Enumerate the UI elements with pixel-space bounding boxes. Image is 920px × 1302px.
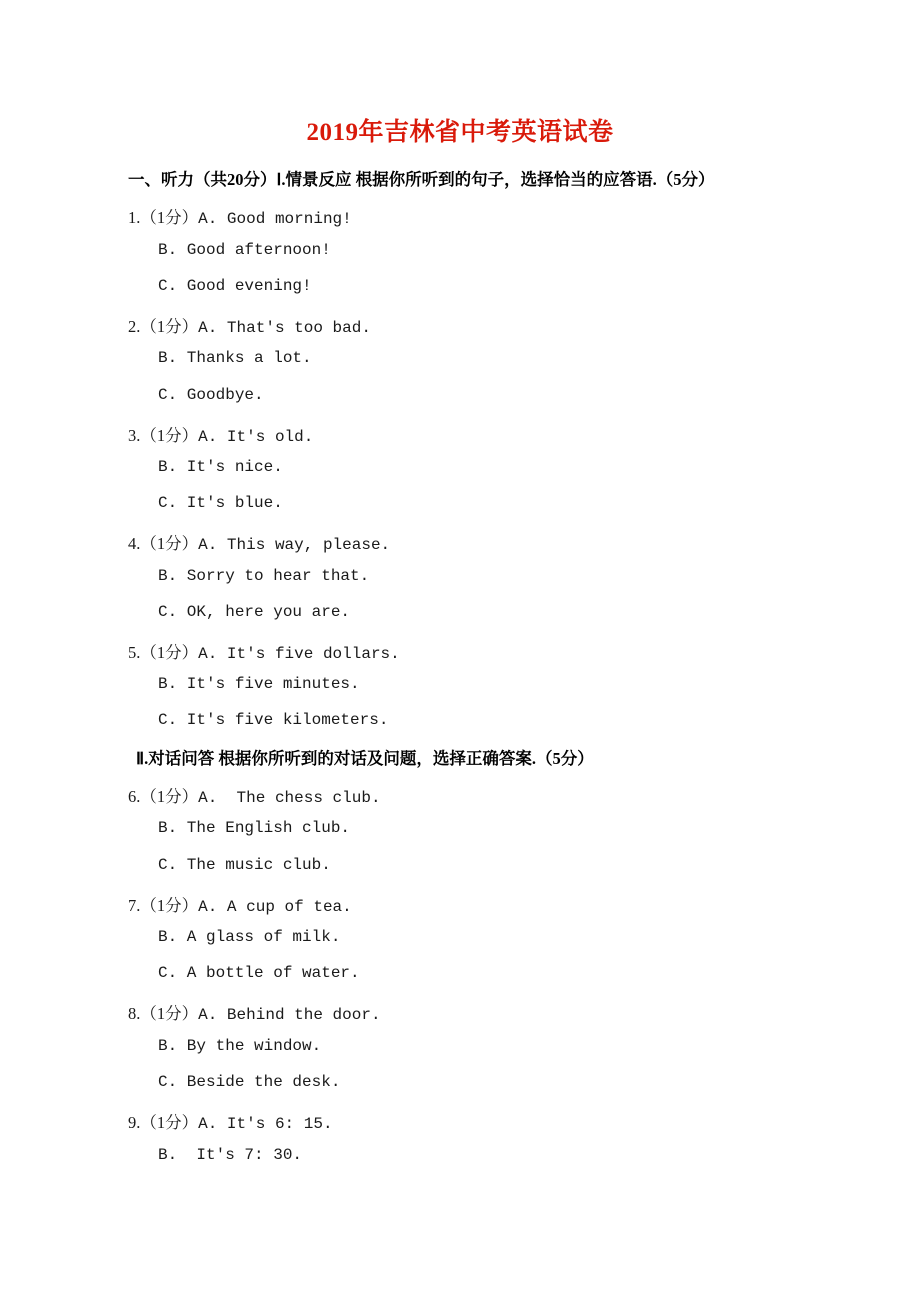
question-8-option-a: A. Behind the door. (198, 1006, 381, 1024)
question-7-option-b: B. A glass of milk. (158, 928, 341, 946)
question-1 (128, 204, 352, 228)
question-2-option-b: B. Thanks a lot. (158, 349, 312, 367)
question-5-option-c: C. It's five kilometers. (158, 711, 389, 729)
question-9-option-b: B. It's 7: 30. (158, 1146, 303, 1164)
question-1-option-b: B. Good afternoon! (158, 241, 331, 259)
question-1-number: 1.（1分） (128, 208, 199, 227)
question-8-option-b: B. By the window. (158, 1037, 322, 1055)
question-4-number: 4.（1分） (128, 534, 199, 553)
question-7 (128, 892, 352, 916)
question-6-option-c: C. The music club. (158, 856, 331, 874)
question-5 (128, 639, 400, 663)
question-4-option-c: C. OK, here you are. (158, 603, 351, 621)
question-7-number: 7.（1分） (128, 896, 199, 915)
question-9-number: 9.（1分） (128, 1113, 199, 1132)
question-5-number: 5.（1分） (128, 643, 199, 662)
question-9 (128, 1109, 333, 1133)
question-6-number: 6.（1分） (128, 787, 199, 806)
question-8 (128, 1000, 381, 1024)
question-1-option-a: A. Good morning! (198, 210, 352, 228)
page-title: 2019年吉林省中考英语试卷 (306, 119, 614, 146)
question-2 (128, 313, 371, 337)
question-6 (128, 783, 381, 807)
question-5-option-a: A. It's five dollars. (198, 645, 400, 663)
question-7-option-c: C. A bottle of water. (158, 964, 360, 982)
question-4-option-b: B. Sorry to hear that. (158, 567, 370, 585)
section-heading-listening: 一、听力（共20分）Ⅰ.情景反应 根据你所听到的句子，选择恰当的应答语.（5分） (128, 170, 715, 189)
question-3-option-a: A. It's old. (198, 428, 314, 446)
question-1-option-c: C. Good evening! (158, 277, 312, 295)
question-3-option-c: C. It's blue. (158, 494, 283, 512)
section-heading-dialogue: Ⅱ.对话问答 根据你所听到的对话及问题，选择正确答案.（5分） (136, 749, 594, 768)
question-8-option-c: C. Beside the desk. (158, 1073, 341, 1091)
question-5-option-b: B. It's five minutes. (158, 675, 360, 693)
question-4-option-a: A. This way, please. (198, 536, 391, 554)
question-2-number: 2.（1分） (128, 317, 199, 336)
question-9-option-a: A. It's 6: 15. (198, 1115, 333, 1133)
question-4 (128, 530, 390, 554)
question-3-number: 3.（1分） (128, 426, 199, 445)
question-6-option-a: A. The chess club. (198, 789, 381, 807)
question-3 (128, 422, 313, 446)
question-2-option-a: A. That's too bad. (198, 319, 371, 337)
question-3-option-b: B. It's nice. (158, 458, 283, 476)
question-2-option-c: C. Goodbye. (158, 386, 264, 404)
question-7-option-a: A. A cup of tea. (198, 898, 352, 916)
question-6-option-b: B. The English club. (158, 819, 351, 837)
question-8-number: 8.（1分） (128, 1004, 199, 1023)
